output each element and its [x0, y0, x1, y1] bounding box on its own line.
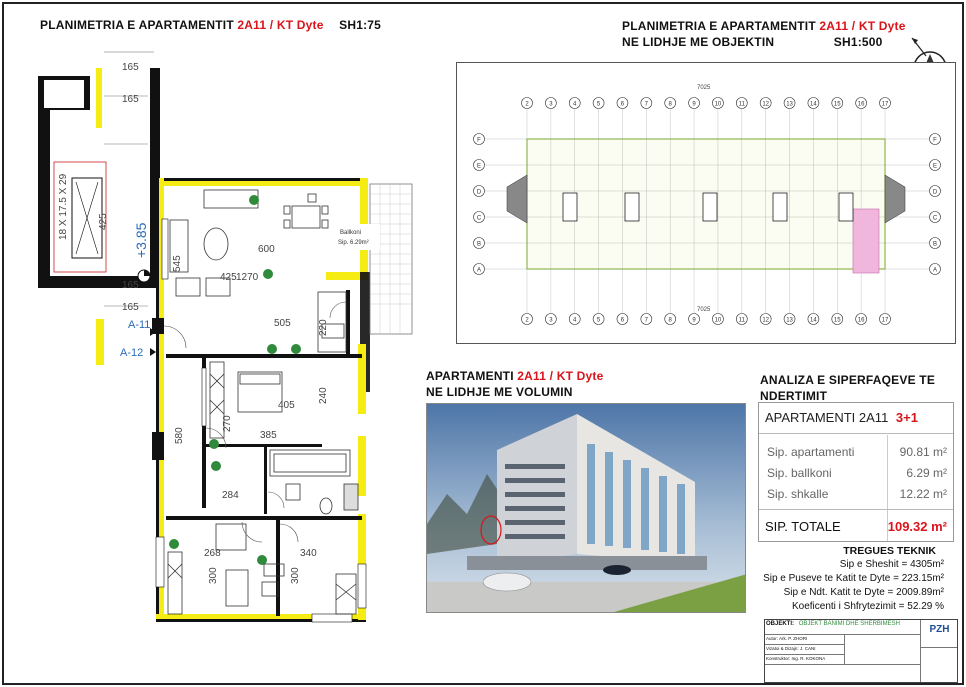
analysis-row: Sip. apartamenti 90.81 m²: [767, 445, 947, 459]
analysis-total-label: SIP. TOTALE: [765, 519, 841, 534]
row-bubble-label: A: [932, 267, 938, 274]
site-total-dim-top: 7025: [697, 85, 711, 91]
technical-indicators-heading: TREGUES TEKNIK: [843, 545, 936, 557]
svg-text:165: 165: [122, 302, 139, 313]
svg-text:600: 600: [258, 244, 275, 255]
axis-bubble-label: 6: [620, 317, 625, 324]
volume-title-sub: NE LIDHJE ME VOLUMIN: [426, 385, 573, 399]
svg-text:405: 405: [278, 400, 295, 411]
row-bubble-label: D: [932, 189, 938, 196]
technical-indicators: [763, 544, 944, 614]
lower-rooms-furniture: [168, 524, 356, 614]
svg-text:505: 505: [274, 318, 291, 329]
axis-bubble-label: 3: [549, 101, 553, 108]
site-total-dim-bottom: 7025: [697, 307, 711, 313]
row-bubble-label: D: [476, 189, 482, 196]
svg-text:220: 220: [318, 319, 329, 336]
axis-bubble-label: 15: [833, 317, 841, 324]
row-bubble-label: B: [476, 241, 482, 248]
analysis-title-line2: NDERTIMIT: [760, 389, 828, 403]
analysis-row: Sip. shkalle 12.22 m²: [767, 487, 947, 501]
bedroom-furniture: [210, 362, 282, 438]
site-plan-panel: [456, 62, 956, 344]
volume-title-text: APARTAMENTI: [426, 369, 514, 383]
site-title-unit: 2A11 / KT Dyte: [819, 19, 906, 33]
axis-bubble-label: 15: [833, 101, 841, 108]
axis-bubble-label: 11: [738, 317, 745, 324]
area-analysis-table: [758, 402, 954, 542]
apartment-highlight: [853, 209, 879, 273]
svg-text:385: 385: [260, 430, 277, 441]
row-bubble-label: C: [476, 215, 482, 222]
analysis-title-line1: ANALIZA E SIPERFAQEVE TE: [760, 373, 936, 387]
svg-text:165: 165: [122, 94, 139, 105]
row-bubble-label: F: [933, 137, 937, 144]
axis-bubble-label: 9: [692, 101, 696, 108]
plan-title-text: PLANIMETRIA E APARTAMENTIT: [40, 18, 234, 32]
analysis-header: [765, 410, 918, 425]
axis-bubble-label: 9: [692, 317, 696, 324]
title-block-firm: PZH: [921, 620, 958, 648]
svg-text:300: 300: [208, 567, 219, 584]
row-bubble-label: F: [477, 137, 481, 144]
axis-bubble-label: 10: [714, 317, 722, 324]
row-bubble-label: A: [476, 267, 482, 274]
svg-text:284: 284: [222, 490, 239, 501]
axis-bubble-label: 2: [525, 317, 529, 324]
axis-bubble-label: 11: [738, 101, 745, 108]
title-block-object-label: OBJEKTI:: [766, 621, 795, 627]
axis-bubble-label: 13: [786, 317, 793, 324]
axis-bubble-label: 7: [644, 101, 649, 108]
svg-text:268: 268: [204, 548, 221, 559]
svg-text:340: 340: [300, 548, 317, 559]
axis-bubble-label: 8: [668, 101, 672, 108]
axis-bubble-label: 16: [857, 101, 865, 108]
bathroom-fixtures: [270, 450, 358, 514]
svg-text:580: 580: [174, 427, 185, 444]
axis-bubble-label: 4: [573, 101, 577, 108]
tag-a12: A-12: [120, 347, 144, 359]
row-bubble-label: E: [932, 163, 938, 170]
svg-text:165: 165: [122, 62, 139, 73]
svg-text:240: 240: [318, 387, 329, 404]
title-block-object-name: OBJEKT BANIMI DHE SHERBIMESH: [798, 621, 900, 627]
plant-icons: [169, 195, 301, 565]
svg-text:300: 300: [290, 567, 301, 584]
axis-bubble-label: 12: [762, 101, 770, 108]
axis-bubble-label: 5: [596, 317, 601, 324]
tag-a11: A-11: [128, 319, 151, 331]
plan-title-scale: SH1:75: [339, 18, 382, 32]
svg-text:545: 545: [172, 255, 183, 272]
analysis-apartment-label: APARTAMENTI 2A11: [765, 410, 889, 425]
site-title: [622, 18, 906, 50]
site-plan: [457, 63, 957, 345]
axis-bubble-label: 13: [786, 101, 793, 108]
axis-bubble-label: 14: [810, 317, 817, 324]
floor-plan: [26, 44, 436, 636]
axis-bubble-label: 12: [762, 317, 770, 324]
svg-text:1270: 1270: [236, 272, 259, 283]
analysis-title: [760, 372, 935, 404]
analysis-total-value: 109.32 m²: [887, 519, 947, 534]
site-title-scale: SH1:500: [833, 35, 883, 49]
volume-title-unit: 2A11 / KT Dyte: [517, 369, 604, 383]
balcony-name: Ballkoni: [340, 230, 362, 236]
axis-bubble-label: 7: [644, 317, 649, 324]
indicator-line: Sip e Ndt. Katit te Dyte = 2009.89m²: [783, 587, 944, 598]
svg-text:270: 270: [222, 415, 233, 432]
axis-bubble-label: 2: [525, 101, 529, 108]
axis-bubble-label: 14: [810, 101, 817, 108]
indicator-line: Koeficenti i Shfrytezimit = 52.29 %: [791, 601, 944, 612]
plan-title-unit: 2A11 / KT Dyte: [237, 18, 324, 32]
axis-bubble-label: 10: [714, 101, 722, 108]
row-bubble-label: C: [932, 215, 938, 222]
building-render-image: [426, 403, 746, 613]
row-bubble-label: B: [932, 241, 938, 248]
row-bubble-label: E: [476, 163, 482, 170]
site-title-text: PLANIMETRIA E APARTAMENTIT: [622, 19, 816, 33]
axis-bubble-label: 4: [573, 317, 577, 324]
axis-bubble-label: 17: [881, 101, 889, 108]
analysis-total: [765, 519, 947, 534]
analysis-row: Sip. ballkoni 6.29 m²: [767, 466, 947, 480]
axis-bubble-label: 17: [881, 317, 889, 324]
axis-bubble-label: 16: [857, 317, 865, 324]
stair-size-label: 18 X 17.5 X 29: [58, 173, 69, 240]
elevation-mark: +3.85: [133, 222, 149, 258]
analysis-apartment-type: 3+1: [895, 410, 918, 425]
site-title-sub: NE LIDHJE ME OBJEKTIN: [622, 35, 775, 49]
plan-title: [40, 18, 381, 32]
indicator-line: Sip e Sheshit = 4305m²: [839, 559, 944, 570]
balcony-area: Sip. 6.29m²: [338, 240, 369, 246]
drawing-sheet: [2, 2, 964, 685]
indicator-line: Sip e Puseve te Katit te Dyte = 223.15m²: [763, 573, 944, 584]
volume-title: [426, 368, 603, 400]
axis-bubble-label: 3: [549, 317, 553, 324]
svg-text:425: 425: [98, 213, 109, 230]
axis-bubble-label: 8: [668, 317, 672, 324]
axis-bubble-label: 6: [620, 101, 625, 108]
svg-text:425: 425: [220, 272, 237, 283]
svg-text:165: 165: [122, 280, 139, 291]
axis-bubble-label: 5: [596, 101, 601, 108]
drawing-title-block: OBJEKTI: OBJEKT BANIMI DHE SHERBIMESH PZH Autor: Ark. P. ZHORI Vizatoi & Dizajn: J. CANI Konstruktor: Ing. R. KOKONA: [764, 619, 958, 683]
